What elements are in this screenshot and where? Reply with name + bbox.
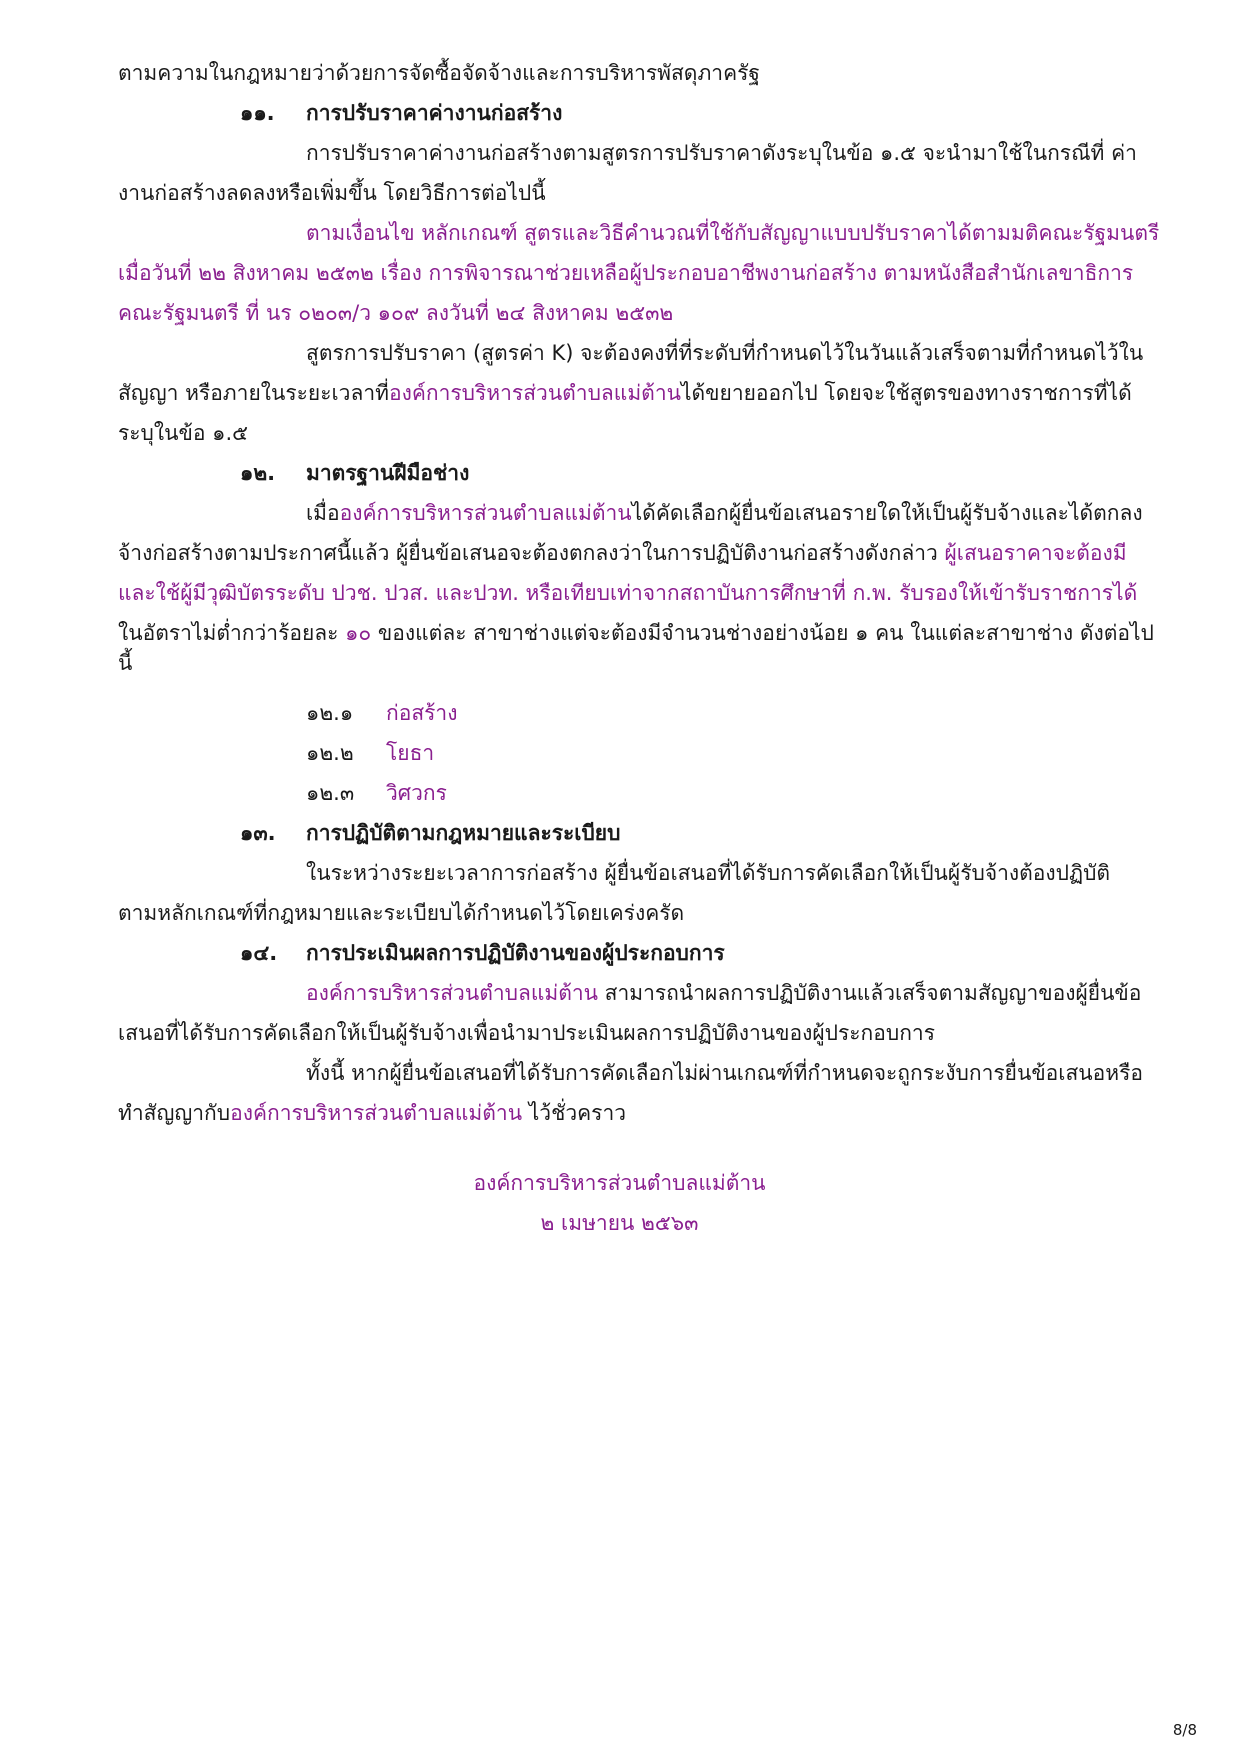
list-text: วิศวกร xyxy=(386,781,447,805)
paragraph-line xyxy=(306,978,1141,1008)
section-title: การปฏิบัติตามกฎหมายและระเบียบ xyxy=(306,821,621,845)
list-item xyxy=(306,738,434,768)
paragraph-line: เสนอที่ได้รับการคัดเลือกให้เป็นผู้รับจ้างเพื่อนำมาประเมินผลการปฏิบัติงานของผู้ประกอบการ xyxy=(118,1021,935,1045)
list-number: ๑๒.๒ xyxy=(306,741,354,765)
paragraph-line: งานก่อสร้างลดลงหรือเพิ่มขึ้น โดยวิธีการต่อไปนี้ xyxy=(118,181,546,205)
text-run: ไว้ชั่วคราว xyxy=(522,1101,627,1125)
paragraph-line xyxy=(118,1098,626,1128)
list-item xyxy=(306,698,457,728)
list-number: ๑๒.๑ xyxy=(306,701,354,725)
paragraph-line: ตามหลักเกณฑ์ที่กฎหมายและระเบียบได้กำหนดไว้โดยเคร่งครัด xyxy=(118,901,685,925)
paragraph-line: การปรับราคาค่างานก่อสร้างตามสูตรการปรับราคาดังระบุในข้อ ๑.๕ จะนำมาใช้ในกรณีที่ ค่า xyxy=(306,141,1137,165)
percent-value: ๑๐ xyxy=(345,621,372,645)
paragraph-line: ในระหว่างระยะเวลาการก่อสร้าง ผู้ยื่นข้อเสนอที่ได้รับการคัดเลือกให้เป็นผู้รับจ้างต้องปฏิบัติ xyxy=(306,861,1111,885)
paragraph-line: ตามความในกฎหมายว่าด้วยการจัดซื้อจัดจ้างและการบริหารพัสดุภาครัฐ xyxy=(118,61,760,85)
org-name: องค์การบริหารส่วนตำบลแม่ต้าน xyxy=(339,501,632,525)
paragraph-line: สูตรการปรับราคา (สูตรค่า K) จะต้องคงที่ที่ระดับที่กำหนดไว้ในวันแล้วเสร็จตามที่กำหนดไว้ใน xyxy=(306,341,1144,365)
text-run: จ้างก่อสร้างตามประกาศนี้แล้ว ผู้ยื่นข้อเสนอจะต้องตกลงว่าในการปฏิบัติงานก่อสร้างดังกล่าว xyxy=(118,541,945,565)
text-run: ของแต่ละ สาขาช่างแต่จะต้องมีจำนวนช่างอย่างน้อย ๑ คน ในแต่ละสาขาช่าง ดังต่อไป xyxy=(371,621,1154,645)
paragraph-line: ทั้งนี้ หากผู้ยื่นข้อเสนอที่ได้รับการคัดเลือกไม่ผ่านเกณฑ์ที่กำหนดจะถูกระงับการยื่นข้อเสนอหรือ xyxy=(306,1061,1143,1085)
org-name: องค์การบริหารส่วนตำบลแม่ต้าน xyxy=(306,981,598,1005)
paragraph-line xyxy=(118,538,1127,568)
list-text: โยธา xyxy=(386,741,435,765)
list-number: ๑๒.๓ xyxy=(306,781,355,805)
text-run: เมื่อ xyxy=(306,501,340,525)
text-run: ในอัตราไม่ต่ำกว่าร้อยละ xyxy=(118,621,346,645)
signature-org: องค์การบริหารส่วนตำบลแม่ต้าน xyxy=(473,1171,766,1195)
text-run: ได้คัดเลือกผู้ยื่นข้อเสนอรายใดให้เป็นผู้รับจ้างและได้ตกลง xyxy=(631,501,1143,525)
paragraph-line: ตามเงื่อนไข หลักเกณฑ์ สูตรและวิธีคำนวณที่ใช้กับสัญญาแบบปรับราคาได้ตามมติคณะรัฐมนตรี xyxy=(306,221,1160,245)
section-number: ๑๓. xyxy=(240,821,276,845)
section-number: ๑๔. xyxy=(240,941,278,965)
section-14-heading xyxy=(240,938,725,968)
paragraph-line: นี้ xyxy=(118,651,133,675)
text-run: ทำสัญญากับ xyxy=(118,1101,231,1125)
section-number: ๑๒. xyxy=(240,461,276,485)
text-run: ได้ขยายออกไป โดยจะใช้สูตรของทางราชการที่ได้ xyxy=(680,381,1132,405)
paragraph-line: และใช้ผู้มีวุฒิบัตรระดับ ปวช. ปวส. และปวท. หรือเทียบเท่าจากสถาบันการศึกษาที่ ก.พ. รับรองให้เข้ารับราชการได้ xyxy=(118,581,1138,605)
org-name: องค์การบริหารส่วนตำบลแม่ต้าน xyxy=(230,1101,523,1125)
paragraph-line: คณะรัฐมนตรี ที่ นร ๐๒๐๓/ว ๑๐๙ ลงวันที่ ๒๔ สิงหาคม ๒๕๓๒ xyxy=(118,301,674,325)
text-run: สัญญา หรือภายในระยะเวลาที่ xyxy=(118,381,389,405)
text-run: ผู้เสนอราคาจะต้องมี xyxy=(944,541,1127,565)
paragraph-line xyxy=(118,618,1154,648)
paragraph-line xyxy=(118,378,1132,408)
section-number: ๑๑. xyxy=(240,101,275,125)
paragraph-line: เมื่อวันที่ ๒๒ สิงหาคม ๒๕๓๒ เรื่อง การพิจารณาช่วยเหลือผู้ประกอบอาชีพงานก่อสร้าง ตามหนังสือสำนักเลขาธิการ xyxy=(118,261,1134,285)
section-title: การประเมินผลการปฏิบัติงานของผู้ประกอบการ xyxy=(306,941,725,965)
section-11-heading xyxy=(240,98,562,128)
signature-date: ๒ เมษายน ๒๕๖๓ xyxy=(540,1211,699,1235)
list-text: ก่อสร้าง xyxy=(386,701,458,725)
section-title: การปรับราคาค่างานก่อสร้าง xyxy=(306,101,563,125)
section-title: มาตรฐานฝีมือช่าง xyxy=(306,461,470,485)
section-13-heading xyxy=(240,818,620,848)
paragraph-line: ระบุในข้อ ๑.๕ xyxy=(118,421,249,445)
page-number: 8/8 xyxy=(1172,1721,1197,1739)
paragraph-line xyxy=(306,498,1143,528)
list-item xyxy=(306,778,447,808)
org-name: องค์การบริหารส่วนตำบลแม่ต้าน xyxy=(388,381,681,405)
section-12-heading xyxy=(240,458,469,488)
text-run: สามารถนำผลการปฏิบัติงานแล้วเสร็จตามสัญญาของผู้ยื่นข้อ xyxy=(597,981,1142,1005)
